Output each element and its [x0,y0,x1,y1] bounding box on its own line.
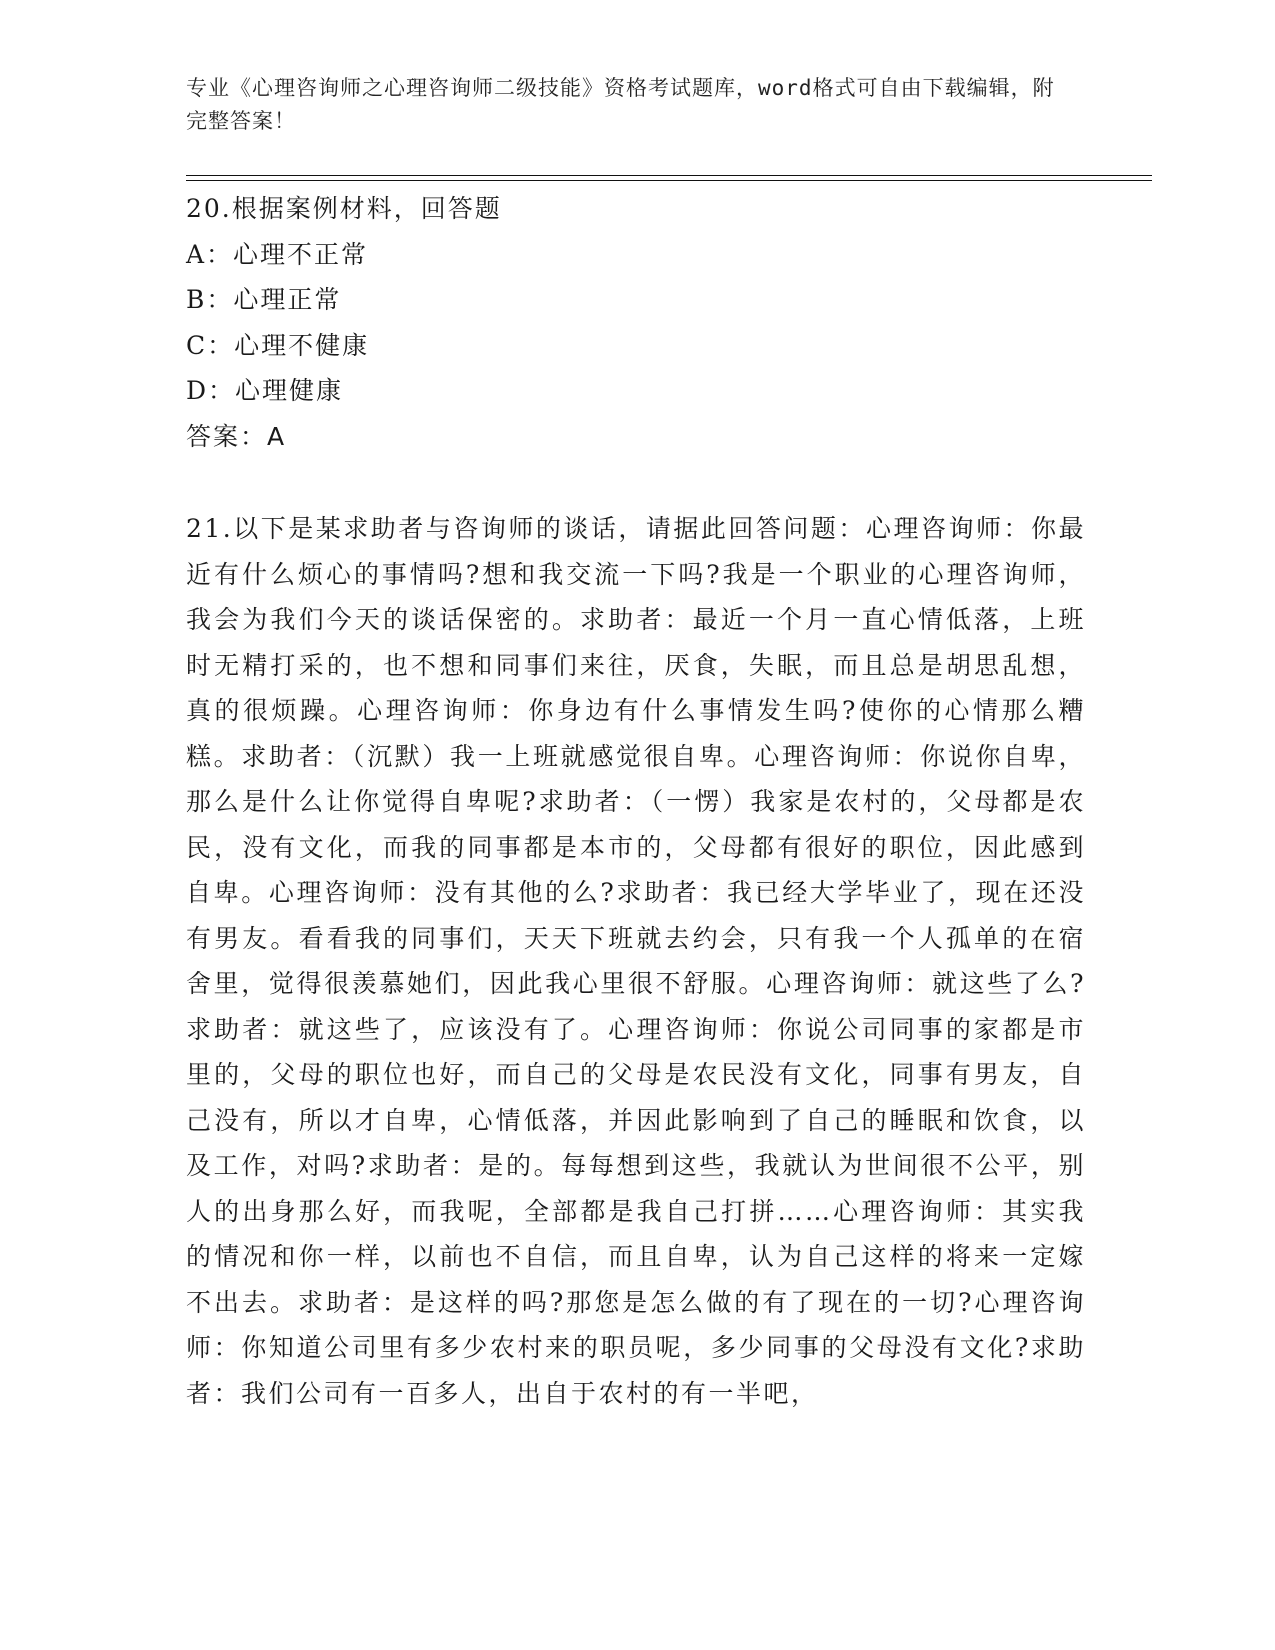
document-header: 专业《心理咨询师之心理咨询师二级技能》资格考试题库，word格式可自由下载编辑，附完整答案！ [186,76,1055,133]
question-21: 21.以下是某求助者与咨询师的谈话，请据此回答问题：心理咨询师：你最近有什么烦心的事情吗?想和我交流一下吗?我是一个职业的心理咨询师，我会为我们今天的谈话保密的。求助者：最近一个月一直心情低落，上班时无精打采的，也不想和同事们来往，厌食，失眠，而且总是胡思乱想，真的很烦躁。心理咨询师：你身边有什么事情发生吗?使你的心情那么糟糕。求助者：（沉默）我一上班就感觉很自卑。心理咨询师：你说你自卑，那么是什么让你觉得自卑呢?求助者：（一愣）我家是农村的，父母都是农民，没有文化，而我的同事都是本市的，父母都有很好的职位，因此感到自卑。心理咨询师：没有其他的么?求助者：我已经大学毕业了，现在还没有男友。看看我的同事们，天天下班就去约会，只有我一个人孤单的在宿舍里，觉得很羡慕她们，因此我心里很不舒服。心理咨询师：就这些了么?求助者：就这些了，应该没有了。心理咨询师：你说公司同事的家都是市里的，父母的职位也好，而自己的父母是农民没有文化，同事有男友，自己没有，所以才自卑，心情低落，并因此影响到了自己的睡眠和饮食，以及工作，对吗?求助者：是的。每每想到这些，我就认为世间很不公平，别人的出身那么好，而我呢，全部都是我自己打拼……心理咨询师：其实我的情况和你一样，以前也不自信，而且自卑，认为自己这样的将来一定嫁不出去。求助者：是这样的吗?那您是怎么做的有了现在的一切?心理咨询师：你知道公司里有多少农村来的职员呢，多少同事的父母没有文化?求助者：我们公司有一百多人，出自于农村的有一半吧， [186,514,1086,1408]
header-divider-top [186,175,1152,176]
question-20-answer: 答案：A [186,421,287,451]
option-b: B：心理正常 [186,285,342,314]
question-20-stem: 20.根据案例材料，回答题 [186,194,502,223]
option-a: A：心理不正常 [186,239,369,269]
header-divider-bottom [186,180,1152,181]
option-c: C：心理不健康 [186,330,370,360]
option-d: D：心理健康 [186,376,344,405]
question-20 [186,186,1086,459]
